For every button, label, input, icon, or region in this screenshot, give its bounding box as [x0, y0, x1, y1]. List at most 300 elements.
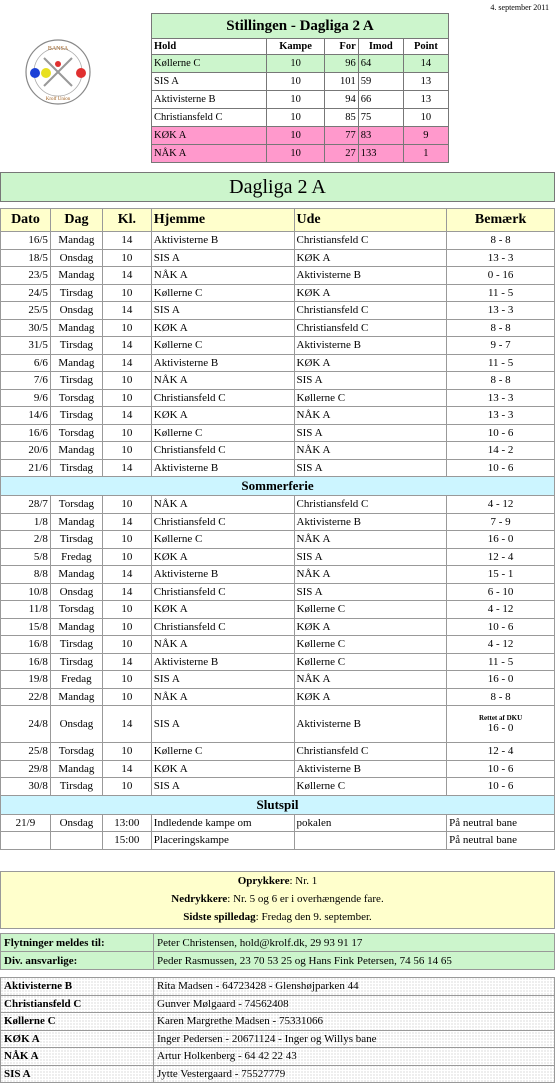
home-team: KØK A — [151, 319, 294, 337]
table-row — [1, 706, 555, 743]
match-day: Mandag — [50, 760, 102, 778]
away-team: Aktivisterne B — [294, 706, 447, 743]
match-day — [50, 832, 102, 850]
points-for: 77 — [325, 127, 358, 145]
table-row — [1, 618, 555, 636]
match-time: 13:00 — [102, 814, 151, 832]
match-time: 14 — [102, 302, 151, 320]
match-time: 10 — [102, 601, 151, 619]
away-team: NÅK A — [294, 442, 447, 460]
match-date: 25/8 — [1, 743, 51, 761]
schedule-header: Kl. — [102, 209, 151, 232]
contact-row — [1, 1030, 555, 1048]
team-name: SIS A — [152, 73, 267, 91]
match-day: Mandag — [50, 267, 102, 285]
table-row — [1, 496, 555, 514]
standings-title: Stillingen - Dagliga 2 A — [152, 14, 449, 39]
away-team: NÅK A — [294, 671, 447, 689]
match-result: 8 - 8 — [447, 688, 555, 706]
away-team — [294, 832, 447, 850]
contact-team: SIS A — [1, 1065, 154, 1083]
home-team: Christiansfeld C — [151, 618, 294, 636]
standings-row — [152, 127, 449, 145]
match-day: Tirsdag — [50, 407, 102, 425]
match-date: 16/8 — [1, 636, 51, 654]
contact-row — [1, 995, 555, 1013]
points-against: 64 — [358, 55, 403, 73]
away-team: NÅK A — [294, 531, 447, 549]
table-row — [1, 513, 555, 531]
club-logo — [22, 38, 94, 106]
home-team: KØK A — [151, 548, 294, 566]
home-team: NÅK A — [151, 372, 294, 390]
home-team: Placeringskampe — [151, 832, 294, 850]
match-result: 15 - 1 — [447, 566, 555, 584]
match-date: 31/5 — [1, 337, 51, 355]
match-result: 8 - 8 — [447, 319, 555, 337]
match-date: 20/6 — [1, 442, 51, 460]
table-row — [1, 424, 555, 442]
match-time: 14 — [102, 706, 151, 743]
match-day: Mandag — [50, 688, 102, 706]
last-day-label: Sidste spilledag — [183, 911, 256, 923]
home-team: KØK A — [151, 407, 294, 425]
points-for: 27 — [325, 145, 358, 163]
team-points: 10 — [403, 109, 448, 127]
schedule-header: Hjemme — [151, 209, 294, 232]
contact-team: NÅK A — [1, 1048, 154, 1066]
match-day: Torsdag — [50, 743, 102, 761]
match-time: 14 — [102, 583, 151, 601]
match-result: 11 - 5 — [447, 354, 555, 372]
home-team: Aktivisterne B — [151, 653, 294, 671]
match-result: 11 - 5 — [447, 284, 555, 302]
team-name: NÅK A — [152, 145, 267, 163]
away-team: SIS A — [294, 459, 447, 477]
match-time: 15:00 — [102, 832, 151, 850]
home-team: SIS A — [151, 706, 294, 743]
table-row — [1, 636, 555, 654]
away-team: KØK A — [294, 618, 447, 636]
home-team: Køllerne C — [151, 424, 294, 442]
match-time: 10 — [102, 671, 151, 689]
match-time: 10 — [102, 618, 151, 636]
table-row — [1, 531, 555, 549]
moves-value: Peter Christensen, hold@krolf.dk, 29 93 91 17 — [154, 934, 555, 952]
away-team: Køllerne C — [294, 778, 447, 796]
table-row — [1, 688, 555, 706]
away-team: Køllerne C — [294, 636, 447, 654]
standings-row — [152, 73, 449, 91]
table-row — [1, 232, 555, 250]
match-date: 7/6 — [1, 372, 51, 390]
points-for: 101 — [325, 73, 358, 91]
match-result: 7 - 9 — [447, 513, 555, 531]
standings-header: Kampe — [266, 39, 325, 55]
match-date: 25/5 — [1, 302, 51, 320]
table-row — [1, 372, 555, 390]
away-team: Aktivisterne B — [294, 513, 447, 531]
table-row — [1, 566, 555, 584]
schedule-header: Bemærk — [447, 209, 555, 232]
away-team: SIS A — [294, 424, 447, 442]
match-result: 9 - 7 — [447, 337, 555, 355]
home-team: Køllerne C — [151, 531, 294, 549]
home-team: NÅK A — [151, 267, 294, 285]
match-date: 30/5 — [1, 319, 51, 337]
games-played: 10 — [266, 73, 325, 91]
home-team: Køllerne C — [151, 337, 294, 355]
schedule-table — [0, 208, 555, 850]
match-day: Torsdag — [50, 496, 102, 514]
match-time: 14 — [102, 459, 151, 477]
table-row — [1, 778, 555, 796]
team-name: Køllerne C — [152, 55, 267, 73]
match-time: 10 — [102, 688, 151, 706]
match-date: 5/8 — [1, 548, 51, 566]
home-team: Aktivisterne B — [151, 459, 294, 477]
points-for: 96 — [325, 55, 358, 73]
home-team: Christiansfeld C — [151, 583, 294, 601]
match-time: 10 — [102, 424, 151, 442]
match-result: 12 - 4 — [447, 743, 555, 761]
match-day: Tirsdag — [50, 284, 102, 302]
match-time: 10 — [102, 636, 151, 654]
match-result: 10 - 6 — [447, 618, 555, 636]
document-date: 4. september 2011 — [490, 3, 549, 12]
standings-row — [152, 91, 449, 109]
home-team: KØK A — [151, 601, 294, 619]
match-day: Tirsdag — [50, 531, 102, 549]
away-team: Aktivisterne B — [294, 267, 447, 285]
match-day: Onsdag — [50, 814, 102, 832]
table-row — [1, 814, 555, 832]
match-date: 6/6 — [1, 354, 51, 372]
standings-header: Hold — [152, 39, 267, 55]
home-team: Aktivisterne B — [151, 566, 294, 584]
away-team: Køllerne C — [294, 601, 447, 619]
responsible-value: Peder Rasmussen, 23 70 53 25 og Hans Fink Petersen, 74 56 14 65 — [154, 952, 555, 970]
match-day: Fredag — [50, 671, 102, 689]
match-date: 15/8 — [1, 618, 51, 636]
table-row — [1, 407, 555, 425]
away-team: KØK A — [294, 284, 447, 302]
away-team: NÅK A — [294, 566, 447, 584]
points-against: 59 — [358, 73, 403, 91]
match-time: 14 — [102, 232, 151, 250]
team-name: Aktivisterne B — [152, 91, 267, 109]
points-against: 75 — [358, 109, 403, 127]
match-time: 10 — [102, 284, 151, 302]
standings-header: For — [325, 39, 358, 55]
team-points: 9 — [403, 127, 448, 145]
match-date: 18/5 — [1, 249, 51, 267]
away-team: Christiansfeld C — [294, 232, 447, 250]
match-result: 10 - 6 — [447, 424, 555, 442]
match-time: 10 — [102, 442, 151, 460]
contact-person: Inger Pedersen - 20671124 - Inger og Willys bane — [154, 1030, 555, 1048]
contact-team: Aktivisterne B — [1, 978, 154, 996]
team-points: 1 — [403, 145, 448, 163]
away-team: NÅK A — [294, 407, 447, 425]
games-played: 10 — [266, 145, 325, 163]
match-day: Mandag — [50, 232, 102, 250]
match-result: 16 - 0 — [487, 722, 514, 734]
table-row — [1, 302, 555, 320]
match-result: 12 - 4 — [447, 548, 555, 566]
responsible-label: Div. ansvarlige: — [1, 952, 154, 970]
standings-header: Imod — [358, 39, 403, 55]
team-points: 13 — [403, 91, 448, 109]
match-result: 4 - 12 — [447, 496, 555, 514]
match-result: 14 - 2 — [447, 442, 555, 460]
table-row — [1, 653, 555, 671]
match-day: Mandag — [50, 618, 102, 636]
table-row — [1, 601, 555, 619]
contact-person: Jytte Vestergaard - 75527779 — [154, 1065, 555, 1083]
last-day-text: : Fredag den 9. september. — [255, 911, 372, 923]
match-day: Torsdag — [50, 389, 102, 407]
contact-person: Gunver Mølgaard - 74562408 — [154, 995, 555, 1013]
match-day: Tirsdag — [50, 372, 102, 390]
home-team: Christiansfeld C — [151, 442, 294, 460]
schedule-header: Ude — [294, 209, 447, 232]
match-date: 2/8 — [1, 531, 51, 549]
match-day: Tirsdag — [50, 653, 102, 671]
points-against: 66 — [358, 91, 403, 109]
home-team: Køllerne C — [151, 743, 294, 761]
away-team: SIS A — [294, 372, 447, 390]
home-team: NÅK A — [151, 636, 294, 654]
games-played: 10 — [266, 127, 325, 145]
match-result: 8 - 8 — [447, 372, 555, 390]
logo-top-text: BANSA — [47, 46, 69, 52]
match-time: 10 — [102, 743, 151, 761]
standings-header: Point — [403, 39, 448, 55]
logo-bottom-text: Krolf Union — [45, 97, 71, 102]
away-team: pokalen — [294, 814, 447, 832]
match-date: 28/7 — [1, 496, 51, 514]
match-time: 10 — [102, 389, 151, 407]
match-date: 30/8 — [1, 778, 51, 796]
contact-team: Christiansfeld C — [1, 995, 154, 1013]
table-row — [1, 389, 555, 407]
table-row — [1, 319, 555, 337]
match-day: Torsdag — [50, 601, 102, 619]
match-date: 14/6 — [1, 407, 51, 425]
promotion-label: Oprykkere — [237, 875, 290, 887]
match-time: 14 — [102, 513, 151, 531]
match-result: 13 - 3 — [447, 407, 555, 425]
table-row — [1, 267, 555, 285]
home-team: SIS A — [151, 778, 294, 796]
away-team: Køllerne C — [294, 653, 447, 671]
match-date: 11/8 — [1, 601, 51, 619]
match-day: Mandag — [50, 354, 102, 372]
match-result: 10 - 6 — [447, 778, 555, 796]
match-date: 29/8 — [1, 760, 51, 778]
match-time: 14 — [102, 407, 151, 425]
standings-table — [151, 13, 449, 163]
summer-break-heading: Sommerferie — [1, 477, 555, 496]
home-team: NÅK A — [151, 688, 294, 706]
table-row — [1, 743, 555, 761]
match-time: 14 — [102, 566, 151, 584]
relegation-label: Nedrykkere — [171, 893, 228, 905]
points-against: 83 — [358, 127, 403, 145]
promotion-text: : Nr. 1 — [289, 875, 318, 887]
contact-row — [1, 1048, 555, 1066]
home-team: Køllerne C — [151, 284, 294, 302]
match-date: 16/6 — [1, 424, 51, 442]
match-date: 10/8 — [1, 583, 51, 601]
match-date: 8/8 — [1, 566, 51, 584]
match-time: 10 — [102, 548, 151, 566]
match-result: 16 - 0 — [447, 671, 555, 689]
match-remark: På neutral bane — [447, 832, 555, 850]
match-time: 10 — [102, 778, 151, 796]
match-day: Tirsdag — [50, 459, 102, 477]
match-time: 10 — [102, 319, 151, 337]
table-row — [1, 583, 555, 601]
away-team: Aktivisterne B — [294, 760, 447, 778]
games-played: 10 — [266, 55, 325, 73]
match-day: Tirsdag — [50, 636, 102, 654]
away-team: Christiansfeld C — [294, 302, 447, 320]
away-team: Køllerne C — [294, 389, 447, 407]
away-team: SIS A — [294, 548, 447, 566]
table-row — [1, 671, 555, 689]
match-day: Onsdag — [50, 706, 102, 743]
match-date: 9/6 — [1, 389, 51, 407]
contact-person: Artur Holkenberg - 64 42 22 43 — [154, 1048, 555, 1066]
home-team: Aktivisterne B — [151, 232, 294, 250]
standings-row — [152, 145, 449, 163]
home-team: KØK A — [151, 760, 294, 778]
match-day: Fredag — [50, 548, 102, 566]
match-day: Mandag — [50, 566, 102, 584]
match-day: Torsdag — [50, 424, 102, 442]
contact-team: Køllerne C — [1, 1013, 154, 1031]
table-row — [1, 354, 555, 372]
home-team: NÅK A — [151, 496, 294, 514]
contact-team: KØK A — [1, 1030, 154, 1048]
away-team: Christiansfeld C — [294, 319, 447, 337]
contact-person: Karen Margrethe Madsen - 75331066 — [154, 1013, 555, 1031]
home-team: Indledende kampe om — [151, 814, 294, 832]
team-points: 13 — [403, 73, 448, 91]
match-day: Tirsdag — [50, 337, 102, 355]
standings-row — [152, 109, 449, 127]
table-row — [1, 337, 555, 355]
match-time: 14 — [102, 267, 151, 285]
contact-row — [1, 978, 555, 996]
match-date: 19/8 — [1, 671, 51, 689]
match-day: Mandag — [50, 442, 102, 460]
moves-label: Flytninger meldes til: — [1, 934, 154, 952]
match-date: 16/5 — [1, 232, 51, 250]
contacts-table — [0, 977, 555, 1083]
match-time: 14 — [102, 354, 151, 372]
match-day: Mandag — [50, 513, 102, 531]
match-result: 13 - 3 — [447, 302, 555, 320]
match-time: 10 — [102, 496, 151, 514]
match-time: 10 — [102, 531, 151, 549]
match-date: 23/5 — [1, 267, 51, 285]
home-team: Aktivisterne B — [151, 354, 294, 372]
team-points: 14 — [403, 55, 448, 73]
match-date: 24/5 — [1, 284, 51, 302]
contact-person: Rita Madsen - 64723428 - Glenshøjparken 44 — [154, 978, 555, 996]
away-team: KØK A — [294, 249, 447, 267]
games-played: 10 — [266, 91, 325, 109]
match-date: 22/8 — [1, 688, 51, 706]
match-day: Onsdag — [50, 249, 102, 267]
points-against: 133 — [358, 145, 403, 163]
schedule-header: Dato — [1, 209, 51, 232]
home-team: SIS A — [151, 671, 294, 689]
home-team: Christiansfeld C — [151, 513, 294, 531]
games-played: 10 — [266, 109, 325, 127]
table-row — [1, 760, 555, 778]
away-team: KØK A — [294, 688, 447, 706]
match-result: 0 - 16 — [447, 267, 555, 285]
match-day: Tirsdag — [50, 778, 102, 796]
away-team: Aktivisterne B — [294, 337, 447, 355]
match-time: 10 — [102, 249, 151, 267]
match-date: 16/8 — [1, 653, 51, 671]
match-date: 1/8 — [1, 513, 51, 531]
match-time: 14 — [102, 760, 151, 778]
match-result: 11 - 5 — [447, 653, 555, 671]
match-time: 10 — [102, 372, 151, 390]
points-for: 85 — [325, 109, 358, 127]
away-team: Christiansfeld C — [294, 743, 447, 761]
match-day: Onsdag — [50, 302, 102, 320]
match-result: 13 - 3 — [447, 389, 555, 407]
table-row — [1, 284, 555, 302]
match-result: 13 - 3 — [447, 249, 555, 267]
standings-row — [152, 55, 449, 73]
match-result: 6 - 10 — [447, 583, 555, 601]
match-remark: På neutral bane — [447, 814, 555, 832]
match-day: Mandag — [50, 319, 102, 337]
away-team: KØK A — [294, 354, 447, 372]
home-team: SIS A — [151, 302, 294, 320]
match-date: 24/8 — [1, 706, 51, 743]
contact-row — [1, 1065, 555, 1083]
schedule-header: Dag — [50, 209, 102, 232]
contact-row — [1, 1013, 555, 1031]
correction-note: Rettet af DKU — [479, 714, 523, 722]
league-banner: Dagliga 2 A — [0, 172, 555, 202]
playoff-heading: Slutspil — [1, 795, 555, 814]
table-row — [1, 459, 555, 477]
table-row — [1, 249, 555, 267]
relegation-text: : Nr. 5 og 6 er i overhængende fare. — [227, 893, 384, 905]
away-team: Christiansfeld C — [294, 496, 447, 514]
match-date — [1, 832, 51, 850]
info-box — [0, 871, 555, 929]
match-result: 4 - 12 — [447, 636, 555, 654]
table-row — [1, 442, 555, 460]
home-team: SIS A — [151, 249, 294, 267]
home-team: Christiansfeld C — [151, 389, 294, 407]
match-result: 16 - 0 — [447, 531, 555, 549]
team-name: KØK A — [152, 127, 267, 145]
match-time: 14 — [102, 337, 151, 355]
match-day: Onsdag — [50, 583, 102, 601]
